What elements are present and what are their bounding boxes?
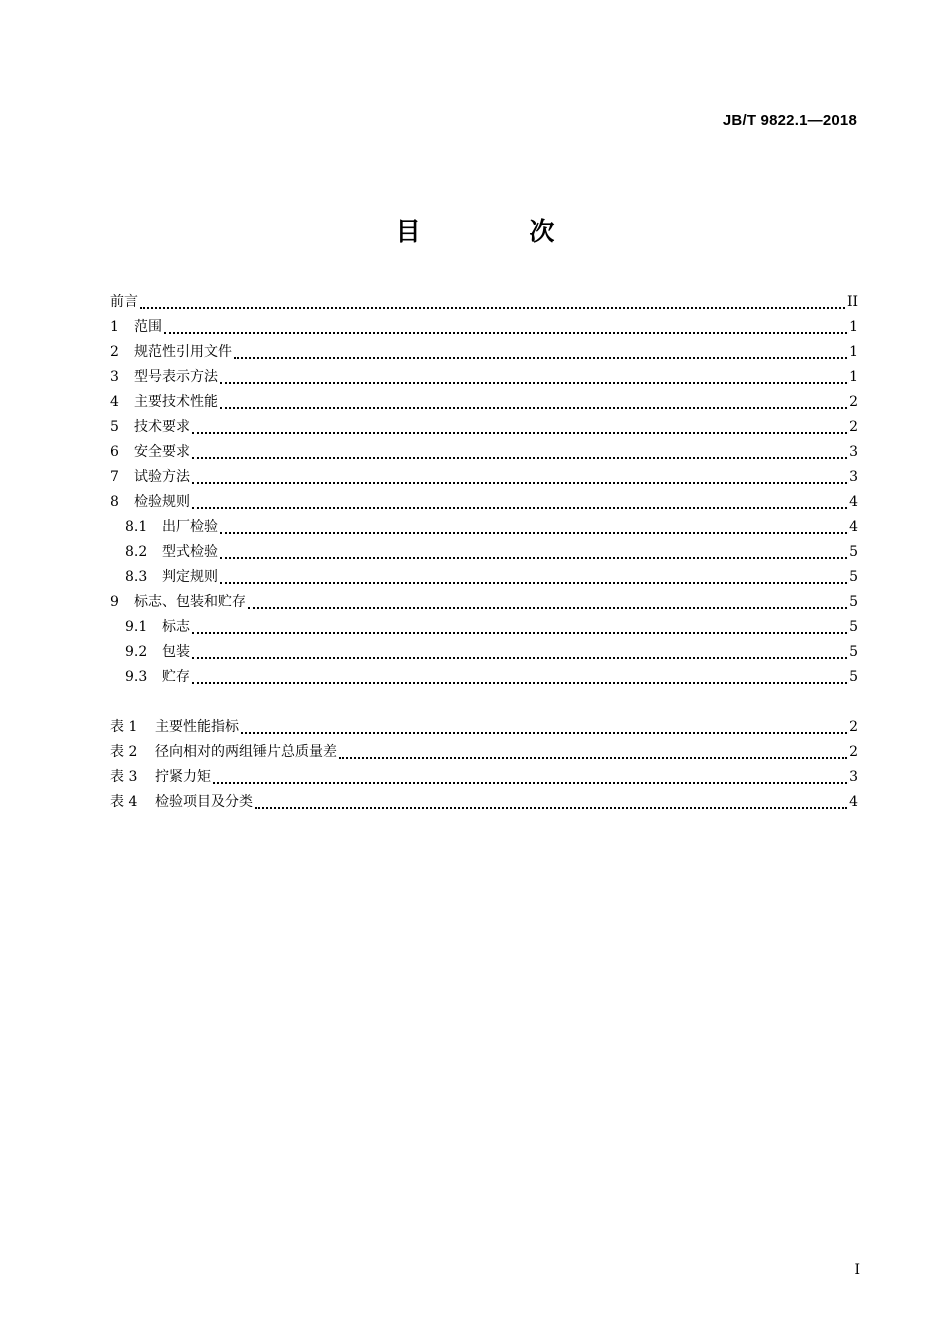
toc-entry-page: 3 (849, 444, 858, 460)
dot-leader (220, 532, 847, 534)
page-title: 目 次 (395, 217, 605, 246)
table-page: 3 (849, 769, 858, 785)
toc-table-entry[interactable] (110, 740, 858, 765)
table-number: 表 4 (110, 794, 138, 810)
dot-leader (220, 582, 847, 584)
toc-entry[interactable] (110, 340, 858, 365)
standard-code: JB/T 9822.1—2018 (722, 112, 857, 129)
toc-entry-number: 9.3 (125, 669, 148, 685)
dot-leader (164, 332, 847, 334)
toc-entry[interactable] (110, 590, 858, 615)
toc-entry-number: 4 (110, 394, 119, 410)
toc-entry-number: 9.1 (125, 619, 148, 635)
dot-leader (213, 782, 847, 784)
toc-entry[interactable] (110, 490, 858, 515)
toc-entry[interactable] (110, 465, 858, 490)
dot-leader (140, 307, 845, 309)
toc-entry-number: 3 (110, 369, 119, 385)
toc-table-entry[interactable] (110, 765, 858, 790)
page-number: I (854, 1262, 860, 1278)
toc-entry-page: 1 (849, 344, 858, 360)
dot-leader (220, 407, 847, 409)
toc-entry-page: 5 (849, 644, 858, 660)
toc-table-entry[interactable] (110, 790, 858, 815)
toc-entry-page: 3 (849, 469, 858, 485)
table-label: 检验项目及分类 (155, 794, 253, 810)
toc-entry-number: 8.1 (125, 519, 148, 535)
toc-entry-number: 7 (110, 469, 119, 485)
dot-leader (192, 482, 847, 484)
toc-entry-label: 试验方法 (134, 469, 190, 485)
toc-entry-number: 6 (110, 444, 119, 460)
toc-entry-page: II (846, 294, 858, 310)
dot-leader (192, 682, 847, 684)
toc-entry-label: 检验规则 (134, 494, 190, 510)
toc-entry-label: 出厂检验 (162, 519, 218, 535)
toc-entry-page: 5 (849, 619, 858, 635)
dot-leader (339, 757, 847, 759)
toc-entry-label: 范围 (134, 319, 162, 335)
dot-leader (248, 607, 847, 609)
table-label: 径向相对的两组锤片总质量差 (155, 744, 337, 760)
table-number: 表 2 (110, 744, 138, 760)
dot-leader (255, 807, 847, 809)
table-page: 4 (849, 794, 858, 810)
toc-entry-number: 9 (110, 594, 119, 610)
toc-entry[interactable] (110, 390, 858, 415)
dot-leader (192, 657, 847, 659)
toc-subentry[interactable] (110, 540, 858, 565)
toc-entry[interactable] (110, 365, 858, 390)
table-page: 2 (849, 744, 858, 760)
toc-entry[interactable] (110, 315, 858, 340)
toc-entry-label: 贮存 (162, 669, 190, 685)
dot-leader (192, 507, 847, 509)
dot-leader (192, 632, 847, 634)
toc-entry-page: 2 (849, 419, 858, 435)
dot-leader (241, 732, 847, 734)
toc-entry-number: 8.2 (125, 544, 148, 560)
toc-entry-label: 主要技术性能 (134, 394, 218, 410)
dot-leader (192, 457, 847, 459)
toc-entry-number: 8.3 (125, 569, 148, 585)
toc-subentry[interactable] (110, 640, 858, 665)
toc-entry-label: 判定规则 (162, 569, 218, 585)
toc-entry-label: 型号表示方法 (134, 369, 218, 385)
table-label: 主要性能指标 (155, 719, 239, 735)
toc-entry-label: 前言 (110, 294, 138, 310)
toc-entry-page: 2 (849, 394, 858, 410)
toc-entry-number: 2 (110, 344, 119, 360)
toc-table-entry[interactable] (110, 715, 858, 740)
toc-entry-label: 规范性引用文件 (134, 344, 232, 360)
toc-entry-page: 5 (849, 569, 858, 585)
toc-entry-page: 5 (849, 544, 858, 560)
toc-entry-label: 技术要求 (134, 419, 190, 435)
table-of-contents (110, 290, 858, 815)
toc-entry-page: 5 (849, 669, 858, 685)
dot-leader (192, 432, 847, 434)
toc-entry-page: 4 (849, 494, 858, 510)
toc-entry-number: 1 (110, 319, 119, 335)
toc-subentry[interactable] (110, 515, 858, 540)
toc-subentry[interactable] (110, 665, 858, 690)
toc-subentry[interactable] (110, 615, 858, 640)
toc-entry-label: 包装 (162, 644, 190, 660)
toc-entry-page: 1 (849, 319, 858, 335)
dot-leader (220, 382, 847, 384)
toc-entry-label: 安全要求 (134, 444, 190, 460)
dot-leader (220, 557, 847, 559)
toc-entry-number: 9.2 (125, 644, 148, 660)
table-page: 2 (849, 719, 858, 735)
table-number: 表 3 (110, 769, 138, 785)
toc-entry-page: 1 (849, 369, 858, 385)
toc-entry-label: 型式检验 (162, 544, 218, 560)
toc-entry[interactable] (110, 440, 858, 465)
table-number: 表 1 (110, 719, 138, 735)
toc-entry-page: 4 (849, 519, 858, 535)
table-label: 拧紧力矩 (155, 769, 211, 785)
toc-entry[interactable] (110, 415, 858, 440)
toc-entry-label: 标志、包装和贮存 (134, 594, 246, 610)
toc-entry-number: 5 (110, 419, 119, 435)
toc-entry-number: 8 (110, 494, 119, 510)
dot-leader (234, 357, 847, 359)
toc-entry-foreword[interactable] (110, 290, 858, 315)
toc-subentry[interactable] (110, 565, 858, 590)
toc-entry-label: 标志 (162, 619, 190, 635)
toc-entry-page: 5 (849, 594, 858, 610)
